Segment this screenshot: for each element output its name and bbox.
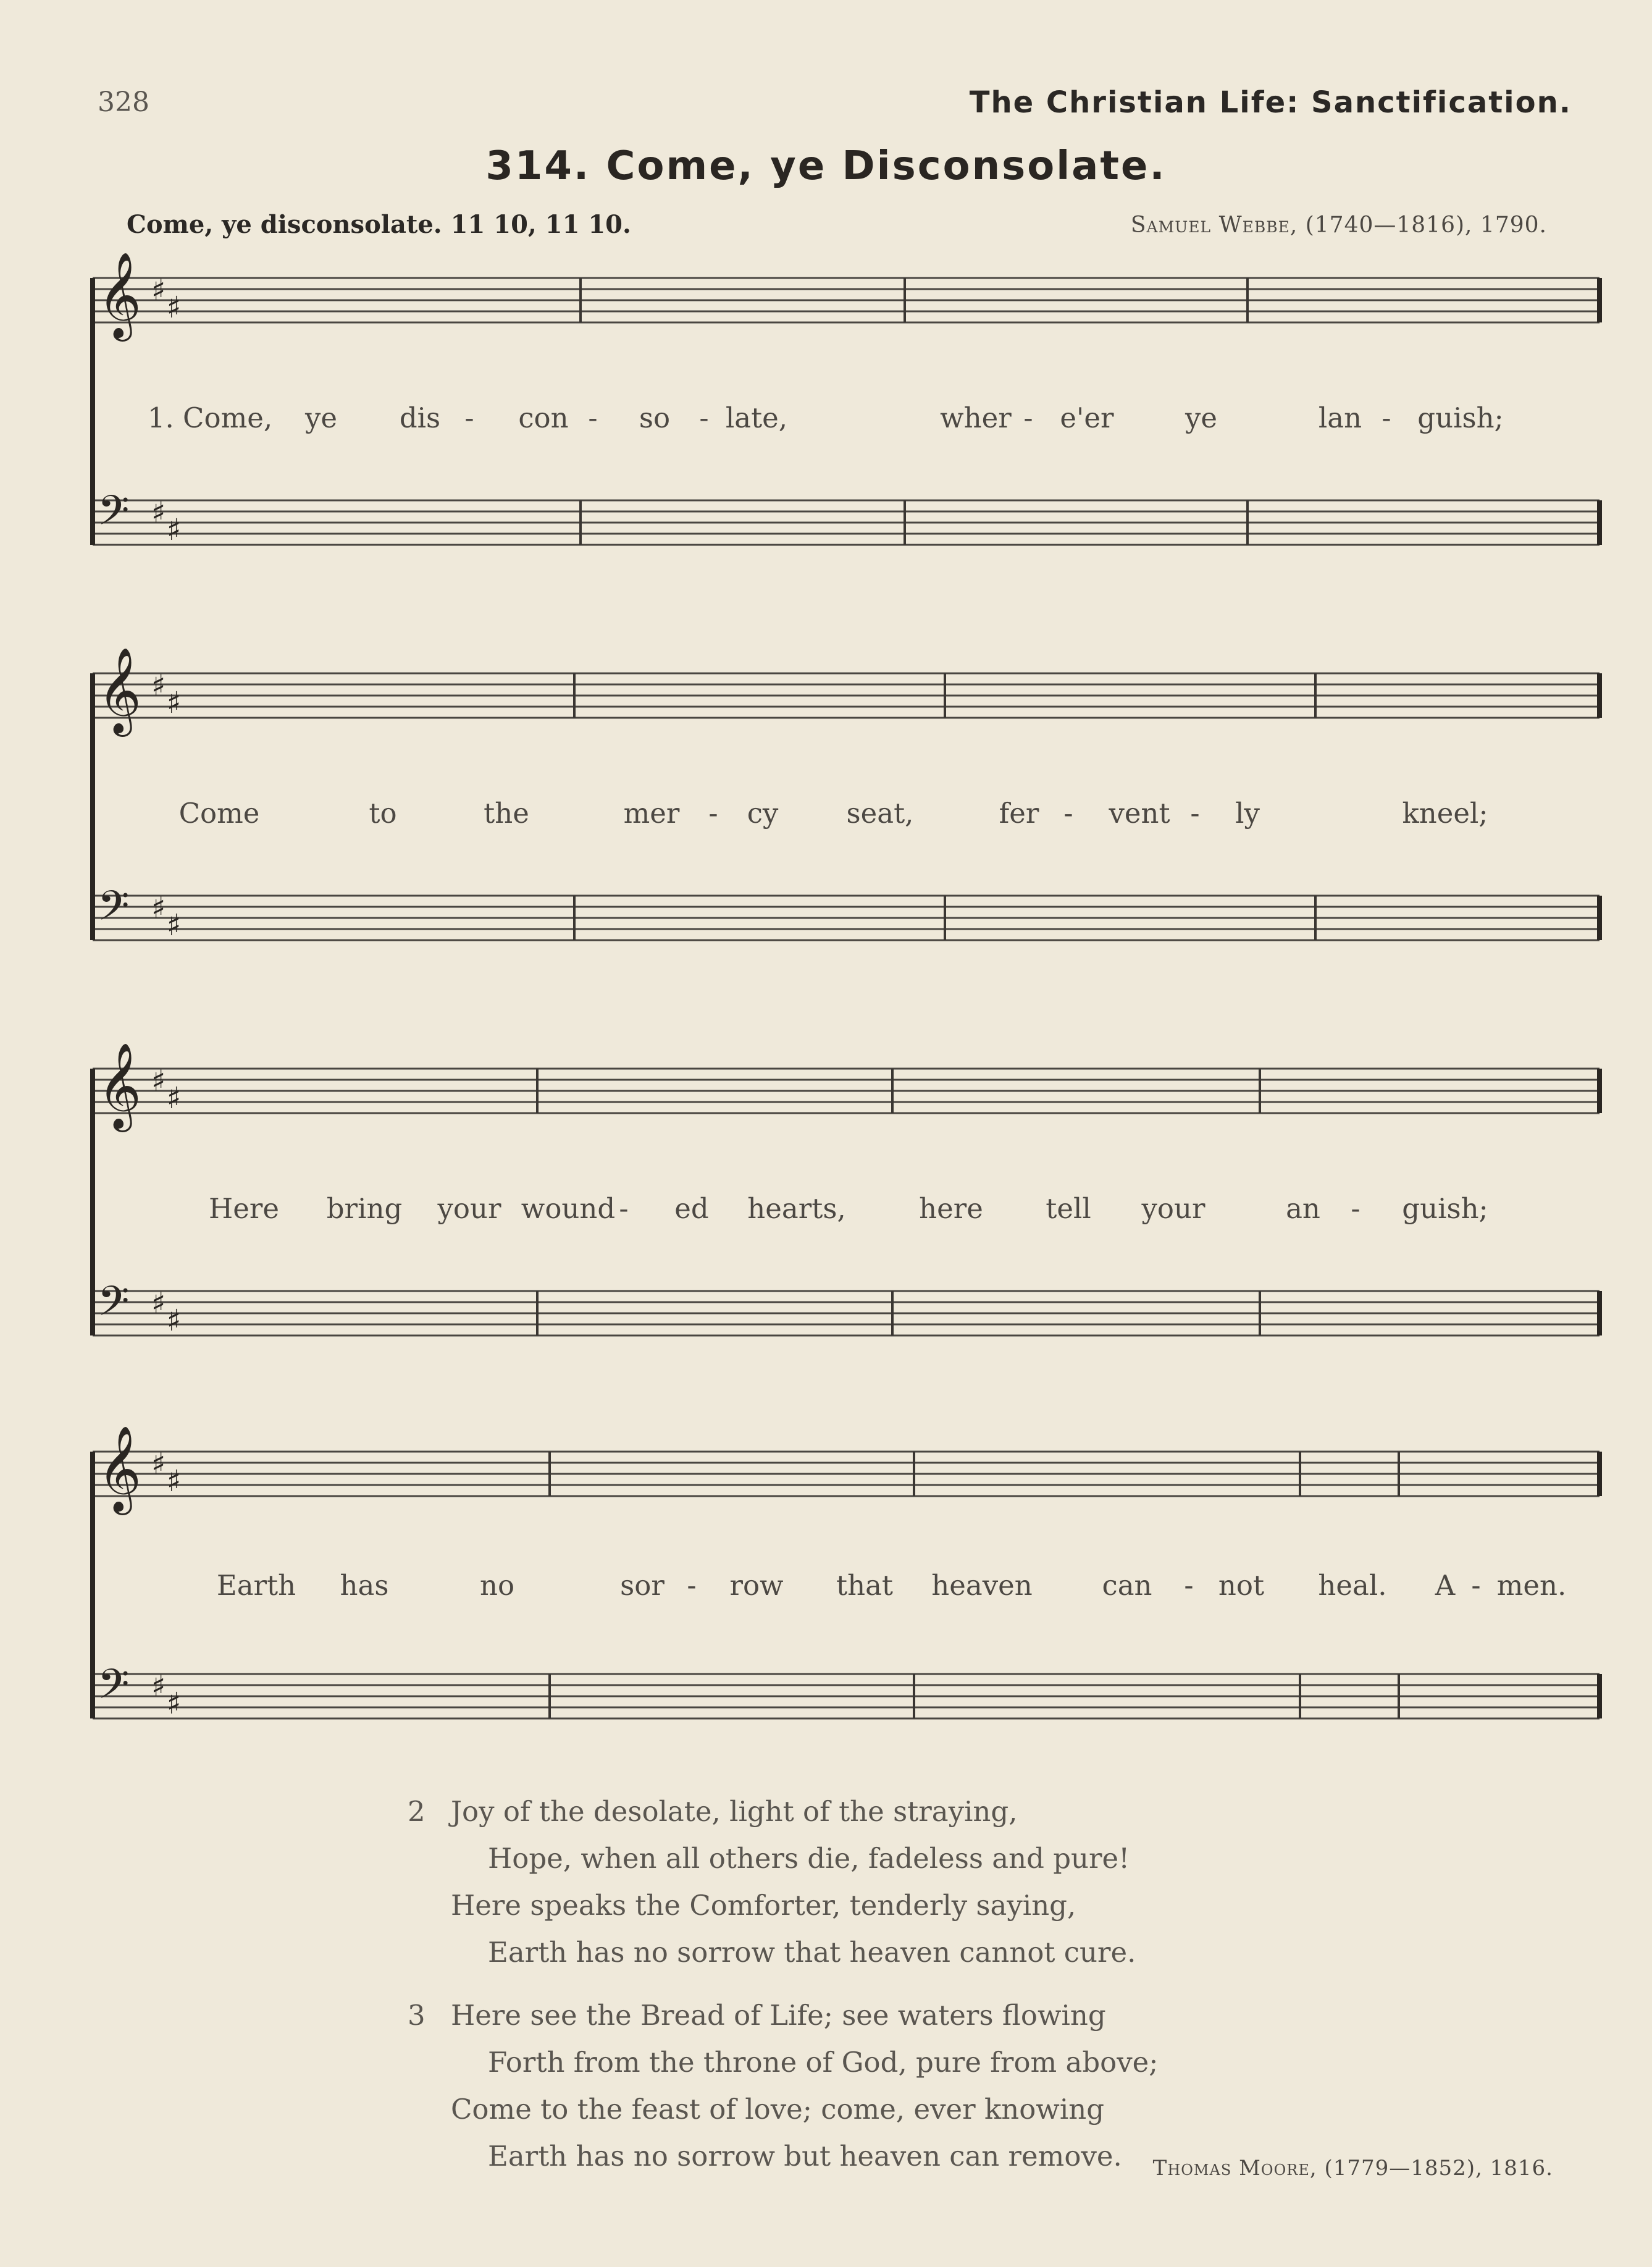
- sharp-icon: ♯: [151, 1064, 166, 1098]
- lyric-syllable: 1. Come,: [147, 402, 273, 434]
- lyric-syllable: not: [1218, 1569, 1265, 1602]
- lyric-syllable: kneel;: [1402, 797, 1488, 830]
- lyric-syllable: your: [437, 1192, 501, 1225]
- verses: [408, 1788, 1158, 2196]
- lyric-syllable: no: [479, 1569, 515, 1602]
- verse-line: Earth has no sorrow that heaven cannot cure.: [488, 1936, 1136, 1969]
- lyric-syllable: -: [588, 402, 598, 434]
- lyric-syllable: guish;: [1417, 402, 1504, 434]
- sharp-icon: ♯: [151, 668, 166, 703]
- lyric-syllable: ed: [674, 1192, 709, 1225]
- lyric-syllable: an: [1286, 1192, 1320, 1225]
- sharp-icon: ♯: [167, 1081, 182, 1116]
- lyric-syllable: -: [708, 797, 718, 830]
- lyric-syllable: mer: [623, 797, 680, 830]
- lyric-syllable: -: [1351, 1192, 1361, 1225]
- verse-line: Joy of the desolate, light of the straying,: [451, 1795, 1018, 1828]
- composer-name: Samuel Webbe: [1130, 212, 1290, 238]
- treble-clef-icon: 𝄞: [98, 1043, 141, 1129]
- lyric-syllable: row: [729, 1569, 784, 1602]
- lyric-syllable: -: [1184, 1569, 1194, 1602]
- lyric-syllable: -: [687, 1569, 697, 1602]
- lyric-syllable: men.: [1496, 1569, 1567, 1602]
- verse-2: [408, 1788, 1158, 1976]
- lyric-syllable: the: [484, 797, 529, 830]
- verse-3: [408, 1992, 1158, 2180]
- lyric-syllable: -: [1190, 797, 1200, 830]
- lyric-syllable: heaven: [931, 1569, 1033, 1602]
- lyric-syllable: ly: [1235, 797, 1260, 830]
- treble-clef-icon: 𝄞: [98, 647, 141, 733]
- lyric-syllable: e'er: [1060, 402, 1114, 434]
- verse-line: Here speaks the Comforter, tenderly saying,: [451, 1889, 1076, 1922]
- lyric-syllable: -: [464, 402, 474, 434]
- sharp-icon: ♯: [151, 1669, 166, 1704]
- lyric-syllable: heal.: [1318, 1569, 1387, 1602]
- sharp-icon: ♯: [151, 1286, 166, 1321]
- verse-line: Come to the feast of love; come, ever knowing: [451, 2093, 1105, 2126]
- lyric-syllable: bring: [326, 1192, 403, 1225]
- lyric-syllable: seat,: [846, 797, 914, 830]
- lyric-syllable: cy: [747, 797, 779, 830]
- lyric-syllable: -: [1063, 797, 1073, 830]
- running-head: The Christian Life: Sanctification.: [969, 85, 1572, 120]
- author-name: Thomas Moore: [1152, 2156, 1310, 2181]
- verse-line: Hope, when all others die, fadeless and pure!: [488, 1842, 1130, 1875]
- verse-line: Earth has no sorrow but heaven can remove.: [488, 2140, 1122, 2172]
- bass-clef-icon: 𝄢: [98, 882, 130, 940]
- lyric-syllable: ye: [1184, 402, 1218, 434]
- sharp-icon: ♯: [151, 495, 166, 530]
- sharp-icon: ♯: [167, 686, 182, 720]
- sharp-icon: ♯: [151, 273, 166, 308]
- sharp-icon: ♯: [167, 290, 182, 325]
- lyric-syllable: -: [1382, 402, 1391, 434]
- tune-line: Come, ye disconsolate. 11 10, 11 10.: [127, 210, 631, 239]
- hymn-title: 314. Come, ye Disconsolate.: [485, 143, 1167, 189]
- author-credit: [1153, 2156, 1553, 2181]
- page-number: 328: [98, 86, 149, 118]
- lyric-syllable: tell: [1046, 1192, 1091, 1225]
- lyric-syllable: lan: [1318, 402, 1362, 434]
- lyric-syllable: guish;: [1402, 1192, 1488, 1225]
- lyric-syllable: Earth: [216, 1569, 296, 1602]
- lyric-syllable: ye: [304, 402, 338, 434]
- lyric-syllable: can: [1102, 1569, 1152, 1602]
- sharp-icon: ♯: [151, 891, 166, 925]
- lyric-syllable: hearts,: [747, 1192, 846, 1225]
- lyric-syllable: -: [1471, 1569, 1481, 1602]
- verse-line: Here see the Bread of Life; see waters flowing: [451, 1999, 1106, 2032]
- lyric-syllable: A: [1435, 1569, 1456, 1602]
- bass-clef-icon: 𝄢: [98, 1277, 130, 1335]
- author-dates: , (1779—1852), 1816.: [1309, 2156, 1553, 2181]
- lyric-syllable: here: [919, 1192, 983, 1225]
- lyric-syllable: wound: [521, 1192, 616, 1225]
- lyric-syllable: late,: [725, 402, 788, 434]
- sharp-icon: ♯: [167, 908, 182, 943]
- lyric-syllable: Come: [178, 797, 260, 830]
- composer-dates: , (1740—1816), 1790.: [1289, 212, 1547, 238]
- lyric-syllable: -: [619, 1192, 629, 1225]
- lyric-syllable: sor: [620, 1569, 665, 1602]
- lyric-syllable: has: [340, 1569, 389, 1602]
- sharp-icon: ♯: [151, 1447, 166, 1481]
- sharp-icon: ♯: [167, 513, 182, 547]
- lyric-syllable: to: [369, 797, 397, 830]
- bass-clef-icon: 𝄢: [98, 1660, 130, 1718]
- bass-clef-icon: 𝄢: [98, 487, 130, 544]
- treble-clef-icon: 𝄞: [98, 1426, 141, 1512]
- lyric-syllable: your: [1141, 1192, 1205, 1225]
- lyric-syllable: Here: [208, 1192, 280, 1225]
- lyric-syllable: vent: [1109, 797, 1170, 830]
- lyric-syllable: dis: [399, 402, 441, 434]
- lyric-syllable: fer: [999, 797, 1039, 830]
- sharp-icon: ♯: [167, 1303, 182, 1338]
- verse-number: 2: [408, 1795, 426, 1828]
- lyric-syllable: so: [639, 402, 671, 434]
- lyric-syllable: wher: [940, 402, 1012, 434]
- lyric-syllable: -: [1023, 402, 1033, 434]
- verse-line: Forth from the throne of God, pure from above;: [488, 2046, 1159, 2079]
- lyric-syllable: that: [836, 1569, 893, 1602]
- sharp-icon: ♯: [167, 1686, 182, 1721]
- treble-clef-icon: 𝄞: [98, 252, 141, 338]
- lyric-syllable: -: [699, 402, 709, 434]
- sharp-icon: ♯: [167, 1464, 182, 1499]
- verse-number: 3: [408, 1999, 426, 2032]
- lyric-syllable: con: [518, 402, 569, 434]
